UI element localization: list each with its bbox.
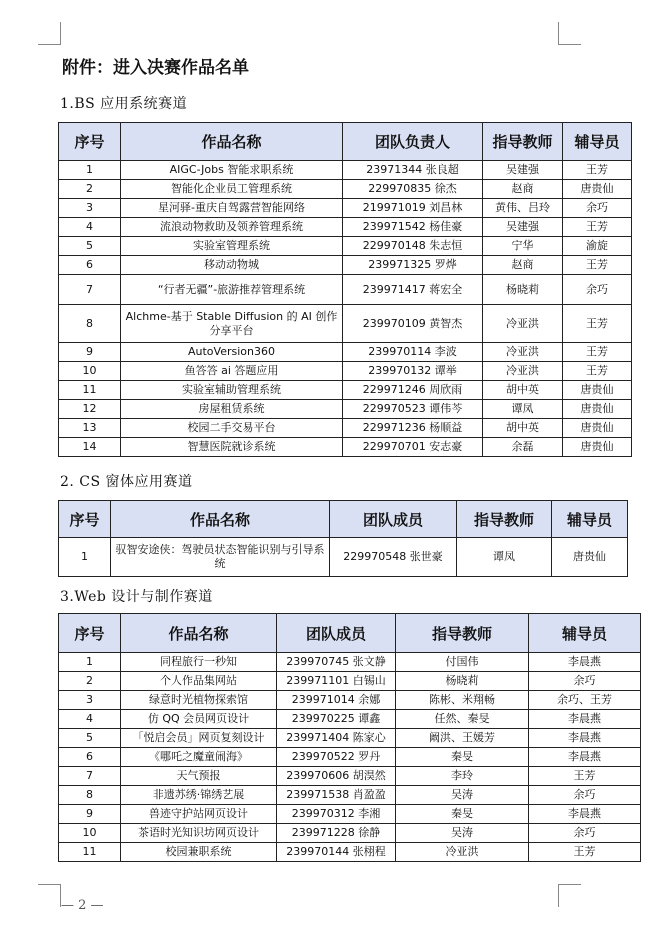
table-cell: 239970312 李湘 xyxy=(277,805,396,824)
table-cell: 王芳 xyxy=(529,767,641,786)
table-cell: AutoVersion360 xyxy=(121,343,343,362)
table-row xyxy=(59,672,641,691)
table-cell: 11 xyxy=(59,843,121,862)
table-cell: 5 xyxy=(59,237,121,256)
column-header: 作品名称 xyxy=(121,614,277,653)
table-cell: 11 xyxy=(59,381,121,400)
table-cell: 239971325 罗烨 xyxy=(343,256,483,275)
table-cell: 秦旻 xyxy=(396,748,529,767)
table-cell: 智慧医院就诊系统 xyxy=(121,438,343,457)
column-header: 作品名称 xyxy=(111,501,330,538)
table-row xyxy=(59,218,632,237)
table-cell: 7 xyxy=(59,767,121,786)
table-cell: 余巧 xyxy=(529,824,641,843)
table-cell: 李晨燕 xyxy=(529,805,641,824)
table-cell: 余巧 xyxy=(529,672,641,691)
table-cell: 杨晓莉 xyxy=(396,672,529,691)
table-cell: 239970225 谭鑫 xyxy=(277,710,396,729)
table-cell: 《哪吒之魔童闹海》 xyxy=(121,748,277,767)
page-corner-mark xyxy=(558,884,581,907)
table-cell: 239971542 杨佳豪 xyxy=(343,218,483,237)
table-row xyxy=(59,748,641,767)
table-cell: 3 xyxy=(59,199,121,218)
table-cell: 实验室管理系统 xyxy=(121,237,343,256)
table-cell: 李晨燕 xyxy=(529,729,641,748)
table-cell: 谭凤 xyxy=(483,400,563,419)
table-cell: 余巧 xyxy=(563,275,632,305)
table-cell: 实验室辅助管理系统 xyxy=(121,381,343,400)
section-heading-bs: 1.BS 应用系统赛道 xyxy=(60,96,188,112)
table-row xyxy=(59,710,641,729)
table-cell: 阚洪、王媛芳 xyxy=(396,729,529,748)
table-cell: 6 xyxy=(59,748,121,767)
table-cell: 吴涛 xyxy=(396,824,529,843)
table-cell: 谭凤 xyxy=(457,538,552,577)
table-cell: 229970523 谭伟芩 xyxy=(343,400,483,419)
table-cell: 绿意时光植物探索馆 xyxy=(121,691,277,710)
table-cell: “行者无疆”-旅游推荐管理系统 xyxy=(121,275,343,305)
table-row xyxy=(59,824,641,843)
column-header: 辅导员 xyxy=(563,123,632,161)
table-row xyxy=(59,786,641,805)
table-cell: 239970144 张栩程 xyxy=(277,843,396,862)
table-cell: 李玲 xyxy=(396,767,529,786)
table-cell: 宁华 xyxy=(483,237,563,256)
table-cell: 3 xyxy=(59,691,121,710)
table-cell: 非遗苏绣·锦绣艺展 xyxy=(121,786,277,805)
table-cell: 胡中英 xyxy=(483,419,563,438)
table-header-row xyxy=(59,501,628,538)
page-title: 附件：进入决赛作品名单 xyxy=(62,58,249,78)
table-row xyxy=(59,843,641,862)
table-cell: 智能化企业员工管理系统 xyxy=(121,180,343,199)
table-row xyxy=(59,438,632,457)
table-cell: 239971014 余娜 xyxy=(277,691,396,710)
table-cell: 移动动物城 xyxy=(121,256,343,275)
column-header: 辅导员 xyxy=(552,501,628,538)
column-header: 团队成员 xyxy=(277,614,396,653)
table-cell: 9 xyxy=(59,805,121,824)
table-cell: AIGC-Jobs 智能求职系统 xyxy=(121,161,343,180)
table-cell: 「悦启会员」网页复刻设计 xyxy=(121,729,277,748)
column-header: 团队负责人 xyxy=(343,123,483,161)
table-cell: 校园二手交易平台 xyxy=(121,419,343,438)
table-cell: 229970835 徐杰 xyxy=(343,180,483,199)
column-header: 序号 xyxy=(59,501,111,538)
table-cell: 2 xyxy=(59,672,121,691)
table-cell: 吴建强 xyxy=(483,218,563,237)
column-header: 团队成员 xyxy=(330,501,457,538)
table-row xyxy=(59,256,632,275)
table-cell: 鱼答答 ai 答题应用 xyxy=(121,362,343,381)
table-cell: 王芳 xyxy=(563,161,632,180)
table-row xyxy=(59,362,632,381)
column-header: 作品名称 xyxy=(121,123,343,161)
table-cell: Alchme-基于 Stable Diffusion 的 AI 创作分享平台 xyxy=(121,305,343,343)
column-header: 序号 xyxy=(59,614,121,653)
table-cell: 23971344 张良超 xyxy=(343,161,483,180)
table-row xyxy=(59,381,632,400)
table-cs-finalists xyxy=(58,500,628,577)
table-row xyxy=(59,343,632,362)
table-row xyxy=(59,538,628,577)
table-cell: 余巧 xyxy=(529,786,641,805)
table-cell: 冷亚洪 xyxy=(483,343,563,362)
table-cell: 12 xyxy=(59,400,121,419)
section-heading-web: 3.Web 设计与制作赛道 xyxy=(60,589,213,605)
table-cell: 8 xyxy=(59,786,121,805)
table-cell: 4 xyxy=(59,710,121,729)
table-cell: 10 xyxy=(59,362,121,381)
table-row xyxy=(59,729,641,748)
column-header: 指导教师 xyxy=(396,614,529,653)
table-cell: 1 xyxy=(59,161,121,180)
table-cell: 7 xyxy=(59,275,121,305)
table-cell: 李晨燕 xyxy=(529,710,641,729)
table-cell: 9 xyxy=(59,343,121,362)
table-row xyxy=(59,305,632,343)
table-web-finalists xyxy=(58,613,641,862)
column-header: 辅导员 xyxy=(529,614,641,653)
table-cell: 王芳 xyxy=(563,343,632,362)
table-row xyxy=(59,767,641,786)
table-row xyxy=(59,691,641,710)
table-cell: 239971228 徐静 xyxy=(277,824,396,843)
table-row xyxy=(59,275,632,305)
table-cell: 王芳 xyxy=(563,362,632,381)
page-corner-mark xyxy=(38,22,61,45)
table-cell: 吴建强 xyxy=(483,161,563,180)
table-cell: 王芳 xyxy=(563,305,632,343)
table-cell: 10 xyxy=(59,824,121,843)
column-header: 指导教师 xyxy=(457,501,552,538)
table-cell: 239970132 谭举 xyxy=(343,362,483,381)
table-cell: 渝旋 xyxy=(563,237,632,256)
table-cell: 唐贵仙 xyxy=(563,381,632,400)
table-cell: 陈彬、米翔畅 xyxy=(396,691,529,710)
table-cell: 余巧 xyxy=(563,199,632,218)
table-row xyxy=(59,653,641,672)
table-cell: 赵商 xyxy=(483,180,563,199)
table-cell: 6 xyxy=(59,256,121,275)
table-cell: 239971538 肖盈盈 xyxy=(277,786,396,805)
page-corner-mark xyxy=(38,884,61,907)
table-cell: 229970548 张世豪 xyxy=(330,538,457,577)
table-cell: 239971404 陈家心 xyxy=(277,729,396,748)
column-header: 指导教师 xyxy=(483,123,563,161)
table-cell: 房屋租赁系统 xyxy=(121,400,343,419)
section-heading-cs: 2. CS 窗体应用赛道 xyxy=(60,474,193,490)
table-cell: 杨晓莉 xyxy=(483,275,563,305)
table-row xyxy=(59,237,632,256)
table-cell: 冷亚洪 xyxy=(483,362,563,381)
table-cell: 229971246 周欣雨 xyxy=(343,381,483,400)
table-cell: 229971236 杨顺益 xyxy=(343,419,483,438)
table-cell: 胡中英 xyxy=(483,381,563,400)
table-cell: 229970701 安志豪 xyxy=(343,438,483,457)
table-cell: 5 xyxy=(59,729,121,748)
table-cell: 239971101 白锡山 xyxy=(277,672,396,691)
table-cell: 兽迹守护站网页设计 xyxy=(121,805,277,824)
table-cell: 219971019 刘昌林 xyxy=(343,199,483,218)
table-cell: 唐贵仙 xyxy=(563,400,632,419)
table-cell: 驭智安途侠：驾驶员状态智能识别与引导系统 xyxy=(111,538,330,577)
table-cell: 李晨燕 xyxy=(529,653,641,672)
table-cell: 任然、秦旻 xyxy=(396,710,529,729)
table-cell: 冷亚洪 xyxy=(396,843,529,862)
table-row xyxy=(59,400,632,419)
table-row xyxy=(59,199,632,218)
table-cell: 王芳 xyxy=(563,256,632,275)
table-cell: 13 xyxy=(59,419,121,438)
table-header-row xyxy=(59,123,632,161)
table-row xyxy=(59,805,641,824)
column-header: 序号 xyxy=(59,123,121,161)
table-row xyxy=(59,161,632,180)
table-cell: 冷亚洪 xyxy=(483,305,563,343)
table-cell: 239970522 罗丹 xyxy=(277,748,396,767)
table-cell: 14 xyxy=(59,438,121,457)
table-cell: 茶语时光知识坊网页设计 xyxy=(121,824,277,843)
table-cell: 余巧、王芳 xyxy=(529,691,641,710)
table-cell: 唐贵仙 xyxy=(563,438,632,457)
table-cell: 1 xyxy=(59,538,111,577)
table-cell: 239970109 黄智杰 xyxy=(343,305,483,343)
table-cell: 吴涛 xyxy=(396,786,529,805)
table-cell: 个人作品集网站 xyxy=(121,672,277,691)
table-cell: 4 xyxy=(59,218,121,237)
table-cell: 星河驿-重庆自驾露营智能网络 xyxy=(121,199,343,218)
page-number: — 2 — xyxy=(61,898,104,913)
table-cell: 239971417 蒋宏全 xyxy=(343,275,483,305)
table-cell: 229970148 朱志恒 xyxy=(343,237,483,256)
page-corner-mark xyxy=(558,22,581,45)
table-cell: 李晨燕 xyxy=(529,748,641,767)
table-row xyxy=(59,180,632,199)
table-cell: 同程旅行一秒知 xyxy=(121,653,277,672)
table-cell: 239970114 李波 xyxy=(343,343,483,362)
table-cell: 1 xyxy=(59,653,121,672)
table-row xyxy=(59,419,632,438)
table-cell: 仿 QQ 会员网页设计 xyxy=(121,710,277,729)
table-cell: 校园兼职系统 xyxy=(121,843,277,862)
table-cell: 2 xyxy=(59,180,121,199)
table-header-row xyxy=(59,614,641,653)
table-cell: 黄伟、吕玲 xyxy=(483,199,563,218)
table-cell: 唐贵仙 xyxy=(552,538,628,577)
table-cell: 付国伟 xyxy=(396,653,529,672)
table-cell: 8 xyxy=(59,305,121,343)
table-cell: 流浪动物救助及领养管理系统 xyxy=(121,218,343,237)
table-cell: 天气预报 xyxy=(121,767,277,786)
table-cell: 秦旻 xyxy=(396,805,529,824)
table-cell: 王芳 xyxy=(529,843,641,862)
table-cell: 余磊 xyxy=(483,438,563,457)
table-cell: 王芳 xyxy=(563,218,632,237)
table-cell: 239970606 胡淏然 xyxy=(277,767,396,786)
table-cell: 唐贵仙 xyxy=(563,419,632,438)
table-cell: 赵商 xyxy=(483,256,563,275)
table-cell: 唐贵仙 xyxy=(563,180,632,199)
table-bs-finalists xyxy=(58,122,632,457)
table-cell: 239970745 张文静 xyxy=(277,653,396,672)
